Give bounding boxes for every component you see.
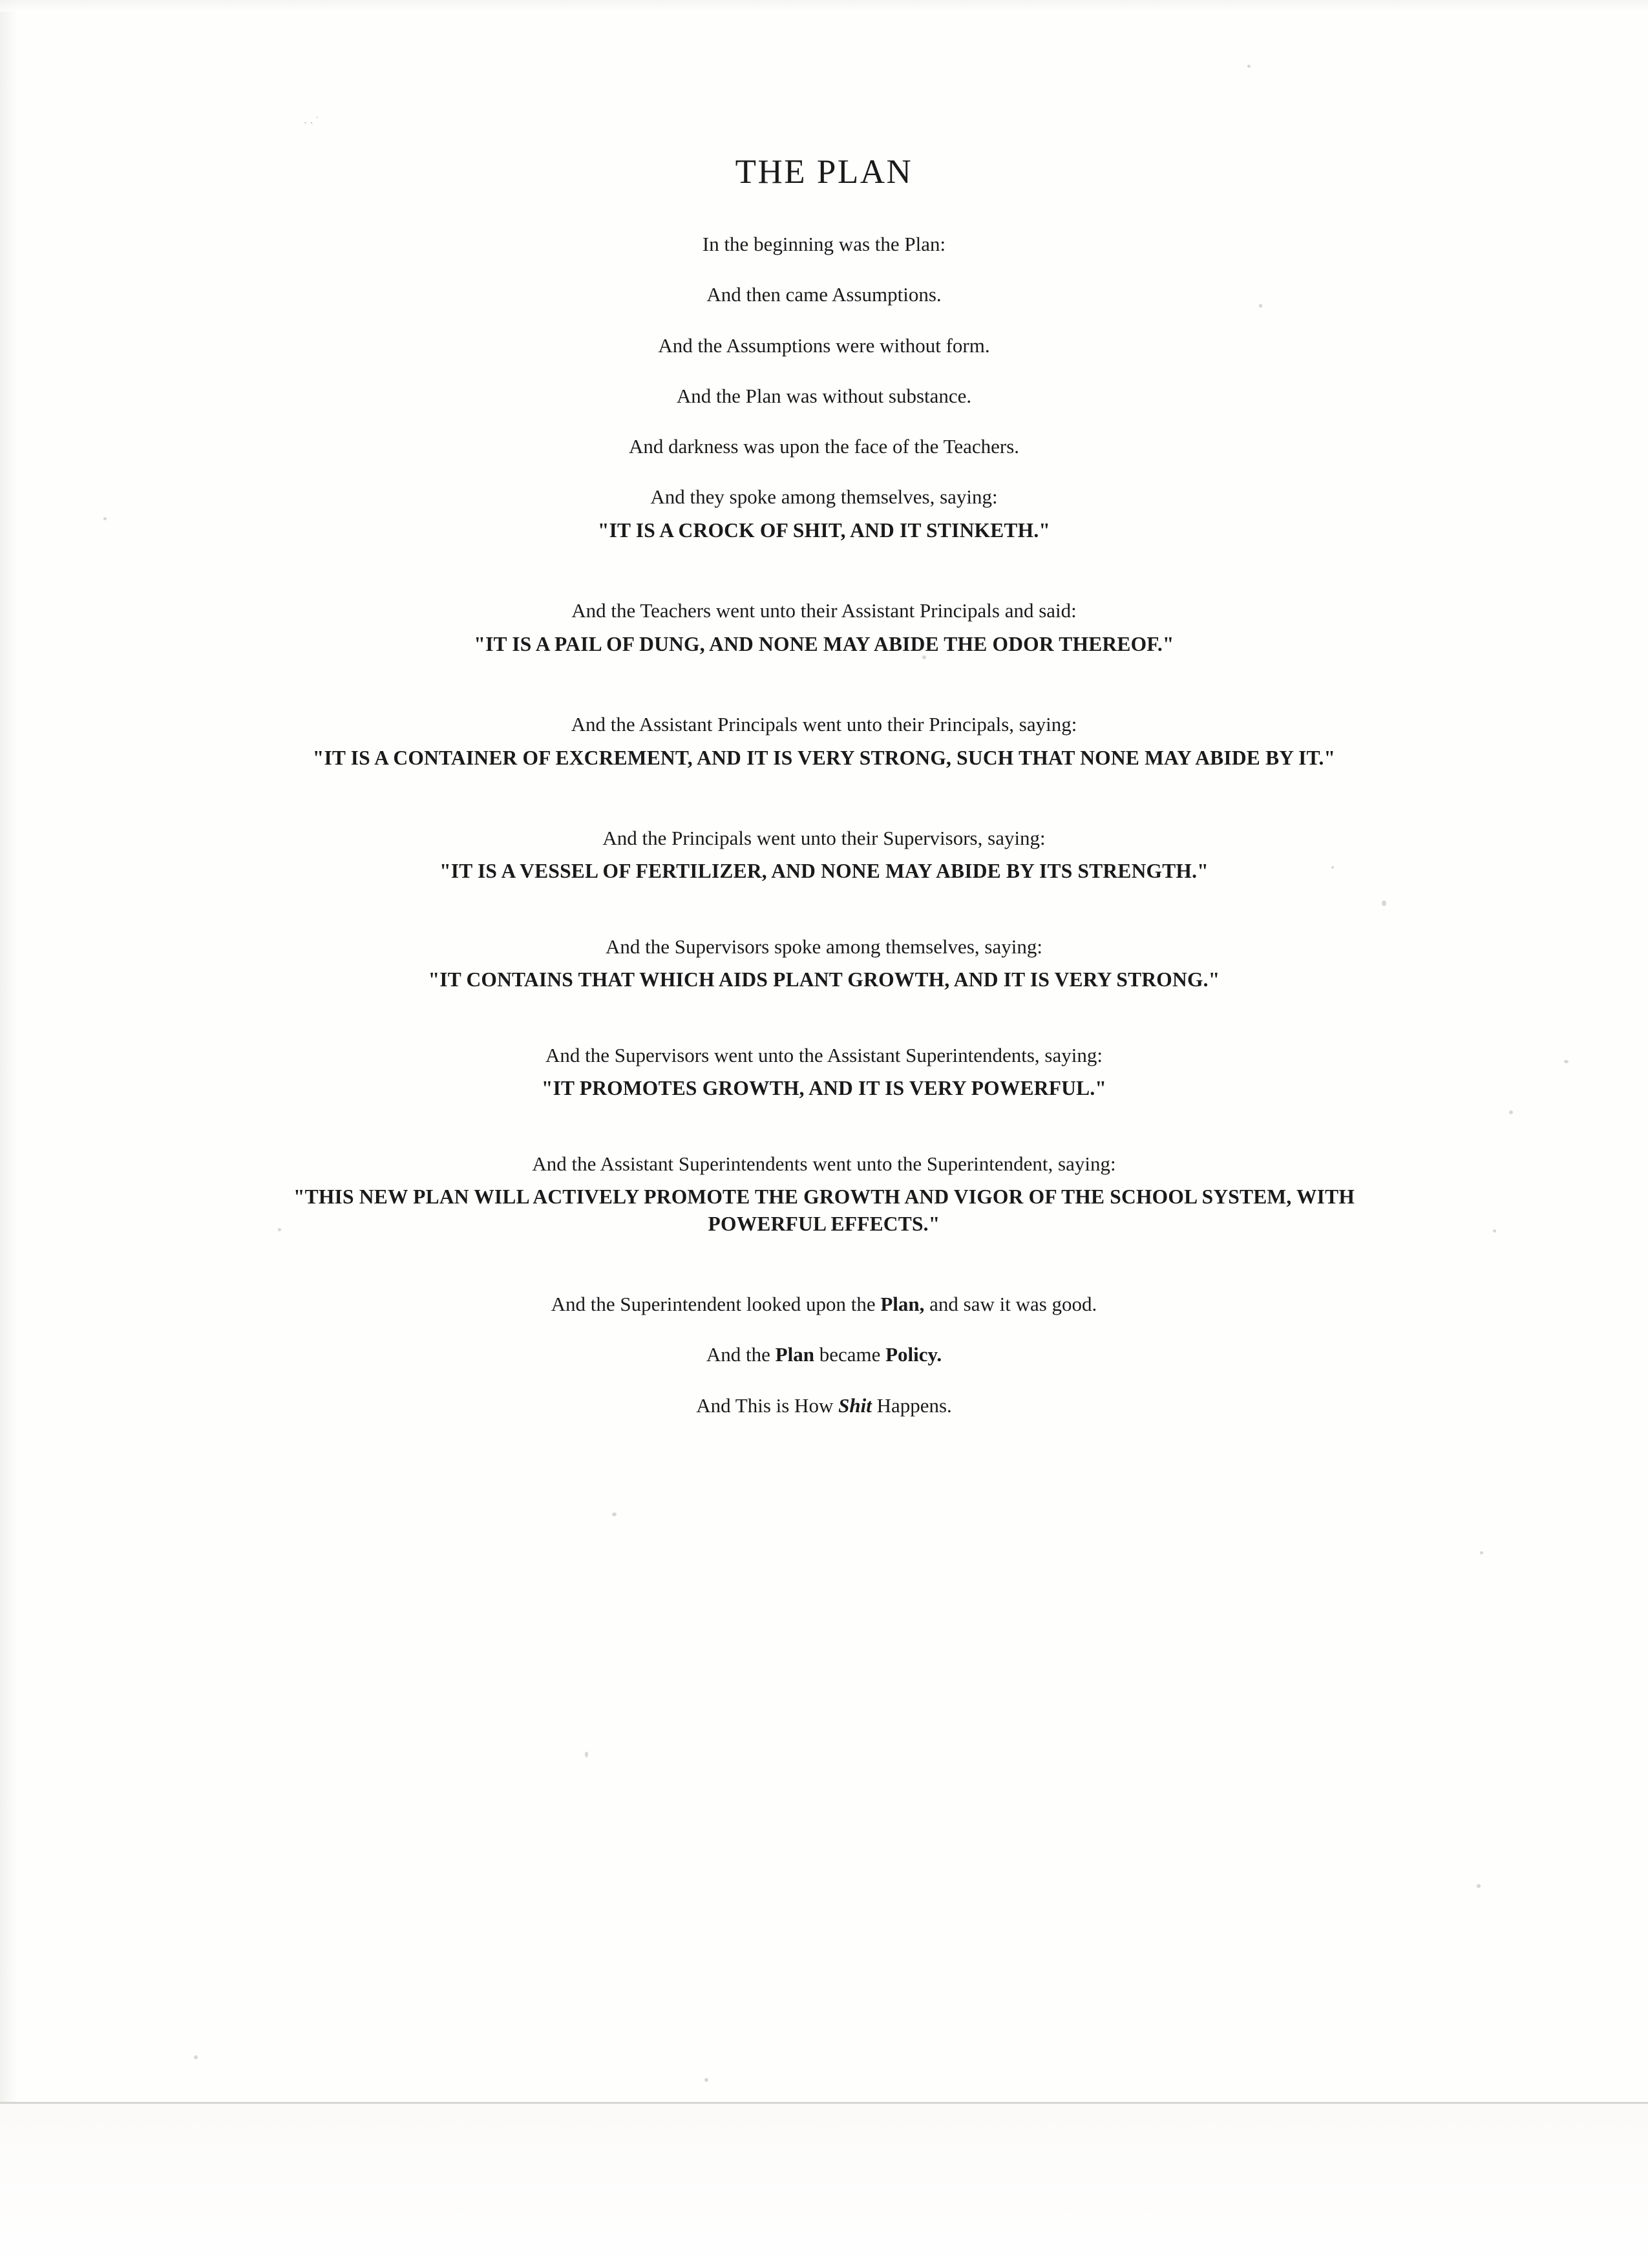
stanza-7: [242, 598, 1406, 657]
closing-line-2-text-a: And the: [706, 1343, 776, 1366]
stanza-shout-line: "IT IS A CROCK OF SHIT, AND IT STINKETH.": [597, 518, 1051, 542]
closing-line-3-text-b: Happens.: [871, 1394, 952, 1417]
stanza-shout-line: "IT PROMOTES GROWTH, AND IT IS VERY POWERFUL.": [541, 1077, 1107, 1100]
stanza-1: [242, 231, 1406, 257]
stanza-plain-line: And the Supervisors went unto the Assistant Superintendents, saying:: [545, 1043, 1103, 1066]
scan-speck: [194, 2055, 198, 2059]
scan-speck: [612, 1512, 617, 1516]
closing-line-3-text-a: And This is How: [696, 1394, 839, 1417]
stanza-4: [242, 383, 1406, 409]
stanza-shout-line: "IT IS A PAIL OF DUNG, AND NONE MAY ABIDE THE ODOR THEREOF.": [474, 632, 1174, 655]
closing-line-1: [242, 1291, 1406, 1317]
stanza-plain-line: And the Plan was without substance.: [676, 384, 972, 407]
stanza-shout-line: "IT IS A VESSEL OF FERTILIZER, AND NONE MAY ABIDE BY ITS STRENGTH.": [439, 860, 1209, 883]
stanza-plain-line: And the Supervisors spoke among themselves, saying:: [606, 935, 1042, 958]
stanza-plain-line: In the beginning was the Plan:: [702, 233, 946, 255]
closing-line-2-text-b: became: [814, 1343, 886, 1366]
stanza-shout-line: "IT IS A CONTAINER OF EXCREMENT, AND IT IS VERY STRONG, SUCH THAT NONE MAY ABIDE BY IT.": [312, 746, 1336, 769]
stanza-shout-line: "THIS NEW PLAN WILL ACTIVELY PROMOTE THE GROWTH AND VIGOR OF THE SCHOOL SYSTEM, WITH POWERFUL EFFECTS.": [293, 1185, 1355, 1235]
stanza-9: [242, 825, 1406, 885]
stanza-plain-line: And they spoke among themselves, saying:: [650, 485, 998, 509]
closing-line-1-text-b: and saw it was good.: [924, 1293, 1097, 1316]
closing-line-1-text-a: And the Superintendent looked upon the: [551, 1293, 881, 1316]
stanza-3: [242, 333, 1406, 359]
stanza-plain-line: And then came Assumptions.: [706, 283, 942, 306]
stanza-6: [242, 484, 1406, 544]
stanza-plain-line: And the Assistant Superintendents went unto the Superintendent, saying:: [532, 1152, 1116, 1175]
stanza-8: [242, 712, 1406, 771]
closing-line-2: [242, 1342, 1406, 1368]
stanza-2: [242, 282, 1406, 308]
stanza-5: [242, 434, 1406, 460]
scan-speck: [585, 1752, 588, 1757]
stanza-plain-line: And the Principals went unto their Supervisors, saying:: [602, 827, 1046, 850]
document-body: [0, 153, 1648, 1443]
closing-line-2-bold-policy: Policy.: [885, 1343, 942, 1366]
stanza-12: [242, 1151, 1406, 1237]
stanza-shout-line: "IT CONTAINS THAT WHICH AIDS PLANT GROWTH, AND IT IS VERY STRONG.": [428, 968, 1220, 991]
scan-artifact-mark: ˏ ˎ ˑ: [304, 113, 319, 124]
scan-speck: [704, 2078, 708, 2082]
closing-line-3-italic: Shit: [838, 1394, 872, 1417]
stanza-plain-line: And darkness was upon the face of the Teachers.: [628, 435, 1020, 458]
closing-line-1-bold: Plan,: [880, 1293, 925, 1316]
page-title: THE PLAN: [735, 153, 913, 191]
stanza-plain-line: And the Assistant Principals went unto their Principals, saying:: [571, 713, 1077, 736]
closing-line-2-bold-plan: Plan: [775, 1343, 814, 1366]
scan-edge-shading-top: [0, 0, 1648, 12]
scan-speck: [1477, 1884, 1481, 1888]
stanza-10: [242, 934, 1406, 993]
closing-stanza: [242, 1291, 1406, 1419]
stanza-plain-line: And the Assumptions were without form.: [658, 334, 990, 357]
scan-speck: [1247, 65, 1251, 68]
stanza-plain-line: And the Teachers went unto their Assistant Principals and said:: [571, 599, 1077, 622]
stanza-11: [242, 1043, 1406, 1102]
scan-speck: [1480, 1551, 1483, 1554]
closing-line-3: [242, 1393, 1406, 1419]
scan-bottom-shading: [0, 2104, 1648, 2268]
